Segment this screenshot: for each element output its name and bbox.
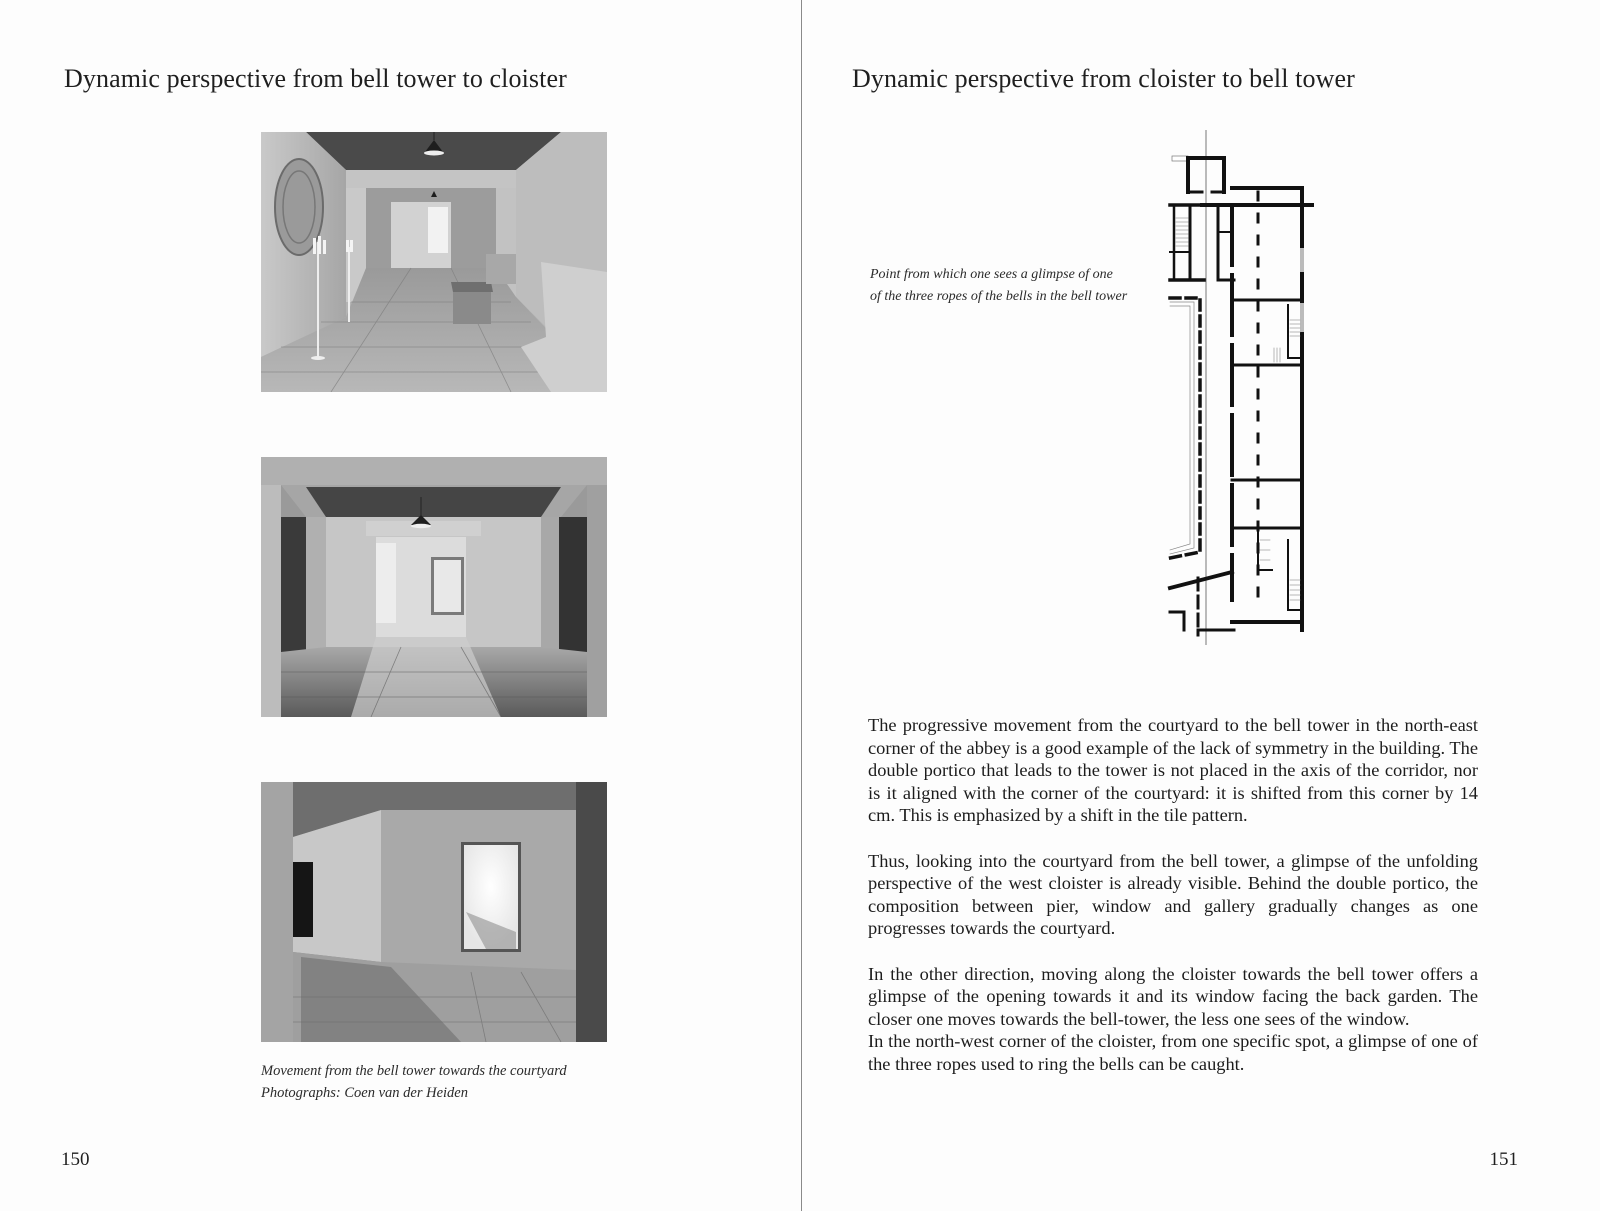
photo-credit: Photographs: Coen van der Heiden — [261, 1085, 468, 1101]
photo-pier-window-image — [261, 782, 607, 1042]
floor-plan-drawing — [1154, 130, 1314, 645]
photo-corridor — [261, 132, 607, 392]
page-number-left: 150 — [61, 1149, 90, 1170]
plan-annotation-line: of the three ropes of the bells in the bell tower — [870, 289, 1128, 304]
plan-annotation — [870, 264, 1127, 308]
right-page — [802, 0, 1600, 1211]
plan-annotation-line: Point from which one sees a glimpse of one — [870, 267, 1113, 282]
paragraph: The progressive movement from the courtyard to the bell tower in the north-east corner of the abbey is a good example of the lack of symmetry in the building. The double portico that leads to the tower is not placed in the axis of the corridor, nor is it aligned with the corner of the courtyard: it is shifted from this corner by 14 cm. This is emphasized by a shift in the tile pattern. — [868, 715, 1478, 826]
photo-portico — [261, 457, 607, 717]
body-text — [868, 714, 1478, 1076]
photo-pier-window — [261, 782, 607, 1042]
paragraph: In the other direction, moving along the cloister towards the bell tower offers a glimpse of the opening towards it and its window facing the back garden. The closer one moves towards the bell-tower, the less one sees of the window. — [868, 963, 1478, 1029]
paragraph: Thus, looking into the courtyard from the bell tower, a glimpse of the unfolding perspective of the west cloister is already visible. Behind the double portico, the composition between pier, window and gallery gradually changes as one progresses towards the courtyard. — [868, 850, 1478, 939]
left-page-title: Dynamic perspective from bell tower to cloister — [64, 64, 567, 93]
photo-portico-image — [261, 457, 607, 717]
photo-caption — [261, 1060, 567, 1104]
caption-line: Movement from the bell tower towards the courtyard — [261, 1063, 567, 1079]
page-number-right: 151 — [1489, 1149, 1518, 1170]
photo-corridor-image — [261, 132, 607, 392]
right-page-title: Dynamic perspective from cloister to bell tower — [852, 64, 1355, 93]
paragraph: In the north-west corner of the cloister, from one specific spot, a glimpse of one of the three ropes used to ring the bells can be caught. — [868, 1031, 1478, 1074]
